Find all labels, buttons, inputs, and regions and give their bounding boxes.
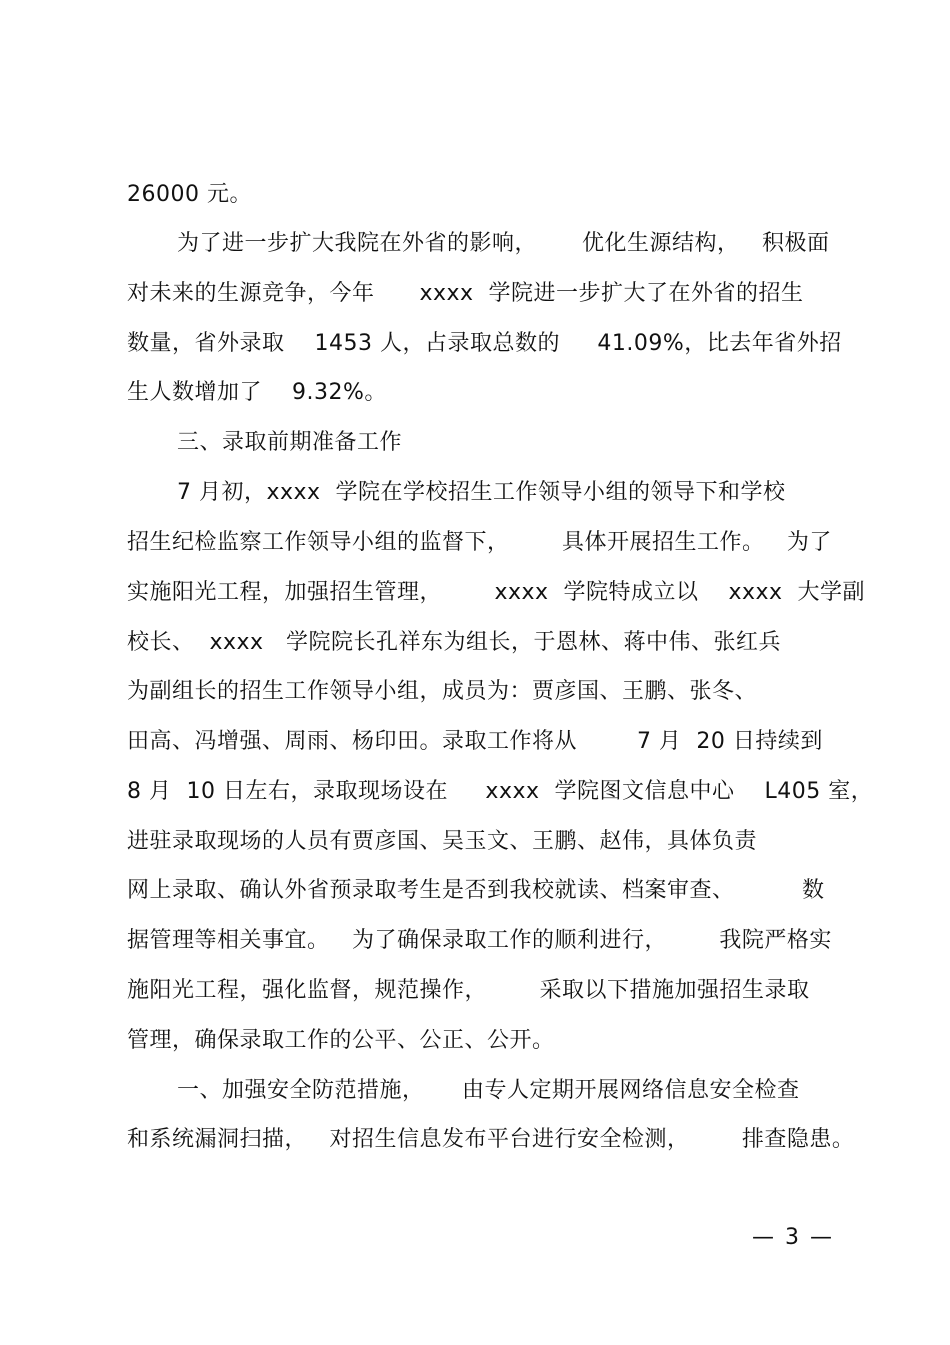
- text-line: 招生纪检监察工作领导小组的监督下， 具体开展招生工作。 为了: [127, 530, 832, 555]
- text-line: 网上录取、确认外省预录取考生是否到我校就读、档案审查、 数: [127, 878, 825, 903]
- paragraph-start-line: 为了进一步扩大我院在外省的影响， 优化生源结构， 积极面: [177, 231, 830, 256]
- text-line: 对未来的生源竞争，今年 xxxx 学院进一步扩大了在外省的招生: [127, 281, 804, 306]
- text-line: 施阳光工程，强化监督，规范操作， 采取以下措施加强招生录取: [127, 978, 810, 1003]
- section-heading: 三、录取前期准备工作: [177, 430, 403, 455]
- text-line: 和系统漏洞扫描， 对招生信息发布平台进行安全检测， 排查隐患。: [127, 1127, 855, 1152]
- text-line: 进驻录取现场的人员有贾彦国、吴玉文、王鹏、赵伟，具体负责: [127, 829, 758, 854]
- text-line: 校长、 xxxx 学院院长孔祥东为组长，于恩林、蒋中伟、张红兵: [127, 630, 782, 655]
- page-number: — 3 —: [752, 1225, 834, 1250]
- text-line: 26000 元。: [127, 182, 252, 207]
- text-line: 生人数增加了 9.32%。: [127, 380, 387, 405]
- text-line: 为副组长的招生工作领导小组，成员为：贾彦国、王鹏、张冬、: [127, 679, 758, 704]
- paragraph-start-line: 一、加强安全防范措施， 由专人定期开展网络信息安全检查: [177, 1078, 800, 1103]
- text-line: 田高、冯增强、周雨、杨印田。录取工作将从 7 月 20 日持续到: [127, 729, 823, 754]
- text-line: 8 月 10 日左右，录取现场设在 xxxx 学院图文信息中心 L405 室，: [127, 779, 874, 804]
- text-line: 实施阳光工程，加强招生管理， xxxx 学院特成立以 xxxx 大学副: [127, 580, 866, 605]
- paragraph-start-line: 7 月初，xxxx 学院在学校招生工作领导小组的领导下和学校: [177, 480, 786, 505]
- text-line: 管理，确保录取工作的公平、公正、公开。: [127, 1028, 555, 1053]
- text-line: 据管理等相关事宜。 为了确保录取工作的顺利进行， 我院严格实: [127, 928, 832, 953]
- text-line: 数量，省外录取 1453 人，占录取总数的 41.09%，比去年省外招: [127, 331, 842, 356]
